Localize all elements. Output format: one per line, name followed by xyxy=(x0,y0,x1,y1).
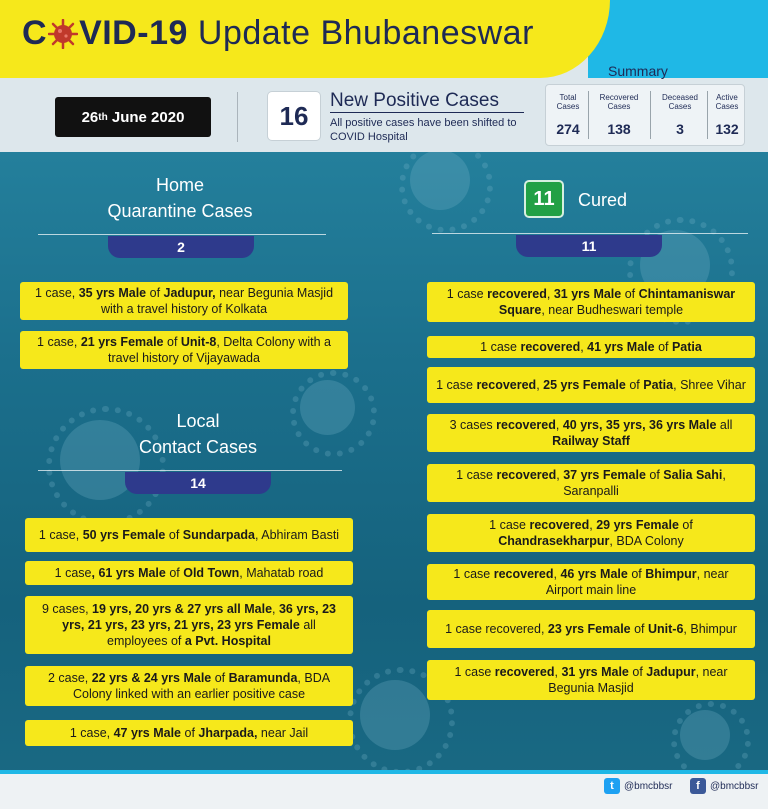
summary-active: Active Cases 132 xyxy=(715,93,739,137)
home-quarantine-count: 2 xyxy=(108,236,254,258)
cured-count-badge: 11 xyxy=(526,182,562,216)
case-card xyxy=(427,367,755,403)
virus-icon xyxy=(48,19,78,49)
section-rule xyxy=(432,233,748,234)
case-text: 1 case recovered, 37 yrs Female of Salia Sahi, Saranpalli xyxy=(456,468,726,498)
facebook-icon: f xyxy=(690,778,706,794)
case-text: 1 case recovered, 31 yrs Male of Jadupur, near Begunia Masjid xyxy=(454,665,728,695)
case-card xyxy=(427,336,755,358)
facebook-link[interactable] xyxy=(690,778,759,794)
local-contact-title: Local Contact Cases xyxy=(138,411,258,457)
case-text: 1 case recovered, 25 yrs Female of Patia, Shree Vihar xyxy=(436,378,746,392)
cured-count: 11 xyxy=(516,235,662,257)
new-cases-count: 16 xyxy=(268,92,320,140)
summary-deceased: Deceased Cases 3 xyxy=(661,93,699,137)
case-card xyxy=(25,596,353,654)
case-text: 1 case, 47 yrs Male of Jharpada, near Jail xyxy=(69,726,309,740)
case-text: 1 case recovered, 46 yrs Male of Bhimpur, near Airport main line xyxy=(453,567,729,597)
summary-total: Total Cases 274 xyxy=(556,93,580,137)
new-cases-note: All positive cases have been shifted to COVID Hospital xyxy=(330,117,517,143)
case-card xyxy=(427,660,755,700)
summary-divider xyxy=(588,91,589,139)
summary-box xyxy=(545,84,745,146)
new-cases-underline xyxy=(330,112,524,113)
case-card xyxy=(427,464,755,502)
date-suffix: th xyxy=(98,111,108,123)
case-text: 1 case recovered, 29 yrs Female of Chandrasekharpur, BDA Colony xyxy=(489,518,693,548)
case-text: 1 case, 61 yrs Male of Old Town, Mahatab road xyxy=(54,566,324,580)
case-text: 1 case, 50 yrs Female of Sundarpada, Abhiram Basti xyxy=(38,528,340,542)
case-card xyxy=(25,720,353,746)
section-rule xyxy=(38,234,326,235)
case-text: 2 case, 22 yrs & 24 yrs Male of Baramunda, BDA Colony linked with an earlier positive case xyxy=(47,671,331,701)
summary-title: Summary xyxy=(608,63,668,79)
new-cases-label: New Positive Cases xyxy=(330,90,499,111)
case-card xyxy=(25,518,353,552)
case-card xyxy=(427,564,755,600)
virus-decoration xyxy=(680,710,730,760)
summary-recovered: Recovered Cases 138 xyxy=(599,93,639,137)
twitter-icon: t xyxy=(604,778,620,794)
title-bold-rest: VID-19 xyxy=(79,14,188,52)
virus-decoration xyxy=(360,680,430,750)
date-badge xyxy=(55,97,211,137)
case-text: 1 case recovered, 31 yrs Male of Chintamaniswar Square, near Budheswari temple xyxy=(446,287,736,317)
case-text: 1 case, 35 yrs Male of Jadupur, near Begunia Masjid with a travel history of Kolkata xyxy=(34,286,334,316)
title-rest: Update Bhubaneswar xyxy=(197,14,534,52)
case-text: 1 case recovered, 41 yrs Male of Patia xyxy=(480,340,702,354)
case-card xyxy=(427,514,755,552)
case-card xyxy=(427,414,755,452)
case-card xyxy=(20,282,348,320)
footer-accent xyxy=(0,770,768,774)
twitter-handle: @bmcbbsr xyxy=(624,780,673,792)
virus-decoration xyxy=(410,150,470,210)
case-card xyxy=(20,331,348,369)
home-quarantine-title: Home Quarantine Cases xyxy=(107,175,253,221)
case-text: 1 case recovered, 23 yrs Female of Unit-6, Bhimpur xyxy=(445,622,737,636)
cured-title: Cured xyxy=(578,190,628,210)
case-text: 9 cases, 19 yrs, 20 yrs & 27 yrs all Male, 36 yrs, 23 yrs, 21 yrs, 23 yrs, 21 yrs, 23 yrs Female all employees of a Pvt. Hospital xyxy=(42,602,336,648)
date-day: 26 xyxy=(81,108,99,126)
date-rest: June 2020 xyxy=(111,108,185,126)
page-title: C VID-19 Update Bhubaneswar xyxy=(22,14,534,52)
summary-divider xyxy=(650,91,651,139)
case-card xyxy=(25,666,353,706)
case-text: 3 cases recovered, 40 yrs, 35 yrs, 36 yrs Male all Railway Staff xyxy=(449,418,733,448)
local-contact-count: 14 xyxy=(125,472,271,494)
case-card xyxy=(427,610,755,648)
case-card xyxy=(25,561,353,585)
facebook-handle: @bmcbbsr xyxy=(710,780,759,792)
section-rule xyxy=(38,470,342,471)
twitter-link[interactable] xyxy=(604,778,673,794)
summary-divider xyxy=(707,91,708,139)
case-text: 1 case, 21 yrs Female of Unit-8, Delta Colony with a travel history of Vijayawada xyxy=(37,335,331,365)
case-card xyxy=(427,282,755,322)
header-divider xyxy=(237,92,238,142)
